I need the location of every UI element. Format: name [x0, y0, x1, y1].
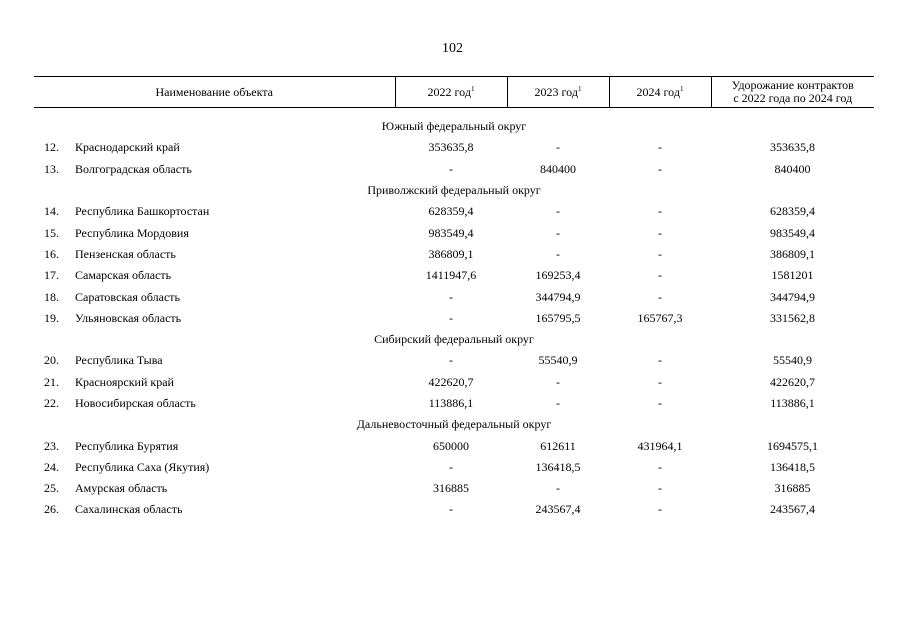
value-2024: - — [658, 161, 662, 176]
value-2023: - — [556, 225, 560, 240]
object-name: Самарская область — [75, 268, 172, 283]
table-row — [34, 201, 874, 222]
table-row — [34, 350, 874, 371]
header-2022-label: 2022 год — [427, 84, 471, 99]
district-heading: Южный федеральный округ — [381, 119, 527, 134]
row-number: 22. — [44, 396, 59, 410]
header-2024-label: 2024 год — [636, 84, 680, 99]
object-name: Ульяновская область — [75, 310, 182, 325]
table-row — [34, 393, 874, 414]
value-2022: 353635,8 — [428, 140, 474, 155]
value-2024: - — [658, 289, 662, 304]
value-2023: - — [556, 246, 560, 261]
header-increase-line1: Удорожание контрактов — [731, 78, 854, 92]
value-2022: - — [449, 502, 453, 517]
value-2023: - — [556, 140, 560, 155]
contracts-table — [34, 76, 874, 521]
value-2022: - — [449, 289, 453, 304]
row-number: 15. — [44, 225, 59, 240]
value-2023: 169253,4 — [535, 268, 581, 283]
table-row — [34, 265, 874, 286]
object-name: Красноярский край — [75, 374, 174, 389]
value-2024: - — [658, 353, 662, 368]
object-name: Новосибирская область — [75, 396, 196, 410]
district-row — [34, 180, 874, 201]
district-heading: Дальневосточный федеральный округ — [356, 417, 552, 432]
value-increase: 243567,4 — [770, 502, 815, 517]
object-name: Республика Тыва — [75, 353, 163, 368]
value-2024: - — [658, 204, 662, 219]
value-2023: 165795,5 — [535, 310, 581, 325]
value-increase: 344794,9 — [770, 289, 815, 304]
header-2024 — [609, 77, 711, 108]
value-2023: - — [556, 204, 560, 219]
value-increase: 1694575,1 — [767, 438, 818, 453]
object-name: Сахалинская область — [75, 502, 183, 517]
footnote-mark: 1 — [679, 84, 684, 93]
value-increase: 1581201 — [771, 268, 814, 283]
header-increase-line2: с 2022 года по 2024 год — [733, 91, 853, 105]
row-number: 12. — [44, 140, 59, 155]
spacer-cell — [34, 108, 874, 117]
value-2024: - — [658, 140, 662, 155]
district-row — [34, 116, 874, 137]
value-2024: - — [658, 502, 662, 517]
table-row — [34, 457, 874, 478]
value-2023: - — [556, 481, 560, 496]
spacer-row — [34, 108, 874, 117]
page-number: 102 — [442, 41, 463, 56]
value-increase: 316885 — [774, 481, 811, 496]
value-2022: 628359,4 — [428, 204, 474, 219]
row-number: 21. — [44, 374, 59, 389]
district-heading: Сибирский федеральный округ — [374, 332, 534, 347]
district-row — [34, 329, 874, 350]
district-heading: Приволжский федеральный округ — [367, 183, 541, 198]
header-2022 — [395, 77, 507, 108]
value-2024: 165767,3 — [637, 310, 683, 325]
row-number: 20. — [44, 353, 59, 368]
object-name: Республика Мордовия — [75, 225, 189, 240]
table-row — [34, 222, 874, 243]
value-increase: 331562,8 — [770, 310, 815, 325]
value-increase: 136418,5 — [770, 459, 815, 474]
value-2023: 344794,9 — [535, 289, 581, 304]
table-row — [34, 435, 874, 456]
value-2022: - — [449, 353, 453, 368]
value-2024: - — [658, 459, 662, 474]
row-number: 26. — [44, 502, 59, 517]
value-2022: - — [449, 161, 453, 176]
object-name: Саратовская область — [75, 289, 181, 304]
table-row — [34, 137, 874, 158]
value-2022: 1411947,6 — [425, 268, 477, 283]
row-number: 17. — [44, 268, 59, 283]
table-row — [34, 372, 874, 393]
row-number: 13. — [44, 161, 59, 176]
table-row — [34, 308, 874, 329]
district-row — [34, 414, 874, 435]
value-2022: 650000 — [433, 438, 469, 453]
table-row — [34, 244, 874, 265]
value-2022: - — [449, 459, 453, 474]
value-2022: 113886,1 — [428, 396, 474, 410]
row-number: 24. — [44, 459, 59, 474]
value-2024: - — [658, 246, 662, 261]
object-name: Краснодарский край — [75, 140, 180, 155]
row-number: 16. — [44, 246, 59, 261]
value-2022: 386809,1 — [428, 246, 474, 261]
table-header — [34, 77, 874, 108]
value-2023: 612611 — [540, 438, 576, 453]
row-number: 18. — [44, 289, 59, 304]
object-name: Республика Бурятия — [75, 438, 179, 453]
row-number: 25. — [44, 481, 59, 496]
value-increase: 422620,7 — [770, 374, 815, 389]
value-2024: - — [658, 374, 662, 389]
value-2023: 55540,9 — [538, 353, 578, 368]
row-number: 14. — [44, 204, 59, 219]
table-row — [34, 286, 874, 307]
object-name: Пензенская область — [75, 246, 176, 261]
value-2024: - — [658, 396, 662, 410]
header-2023 — [507, 77, 609, 108]
table-row — [34, 159, 874, 180]
table-row — [34, 478, 874, 499]
footnote-mark: 1 — [577, 84, 582, 93]
row-number: 19. — [44, 310, 59, 325]
row-number: 23. — [44, 438, 59, 453]
value-2022: 316885 — [433, 481, 469, 496]
value-2023: 136418,5 — [535, 459, 581, 474]
value-2024: - — [658, 481, 662, 496]
value-increase: 353635,8 — [770, 140, 815, 155]
value-increase: 113886,1 — [770, 396, 815, 410]
header-2023-label: 2023 год — [534, 84, 578, 99]
value-increase: 628359,4 — [770, 204, 815, 219]
table-row — [34, 499, 874, 520]
value-2022: - — [449, 310, 453, 325]
object-name: Республика Саха (Якутия) — [75, 459, 210, 474]
value-2024: - — [658, 225, 662, 240]
value-2022: 422620,7 — [428, 374, 474, 389]
header-name-label: Наименование объекта — [155, 84, 273, 99]
value-increase: 55540,9 — [773, 353, 812, 368]
value-2023: - — [556, 396, 560, 410]
header-increase — [711, 77, 874, 108]
value-2024: - — [658, 268, 662, 283]
value-increase: 386809,1 — [770, 246, 815, 261]
value-2024: 431964,1 — [637, 438, 683, 453]
footnote-mark: 1 — [470, 84, 475, 93]
header-name — [34, 77, 395, 108]
value-2023: 840400 — [540, 161, 576, 176]
value-increase: 983549,4 — [770, 225, 815, 240]
object-name: Амурская область — [75, 481, 168, 496]
object-name: Республика Башкортостан — [75, 204, 210, 219]
value-increase: 840400 — [774, 161, 811, 176]
value-2022: 983549,4 — [428, 225, 474, 240]
object-name: Волгоградская область — [75, 161, 192, 176]
table-body — [34, 108, 874, 521]
value-2023: 243567,4 — [535, 502, 581, 517]
value-2023: - — [556, 374, 560, 389]
